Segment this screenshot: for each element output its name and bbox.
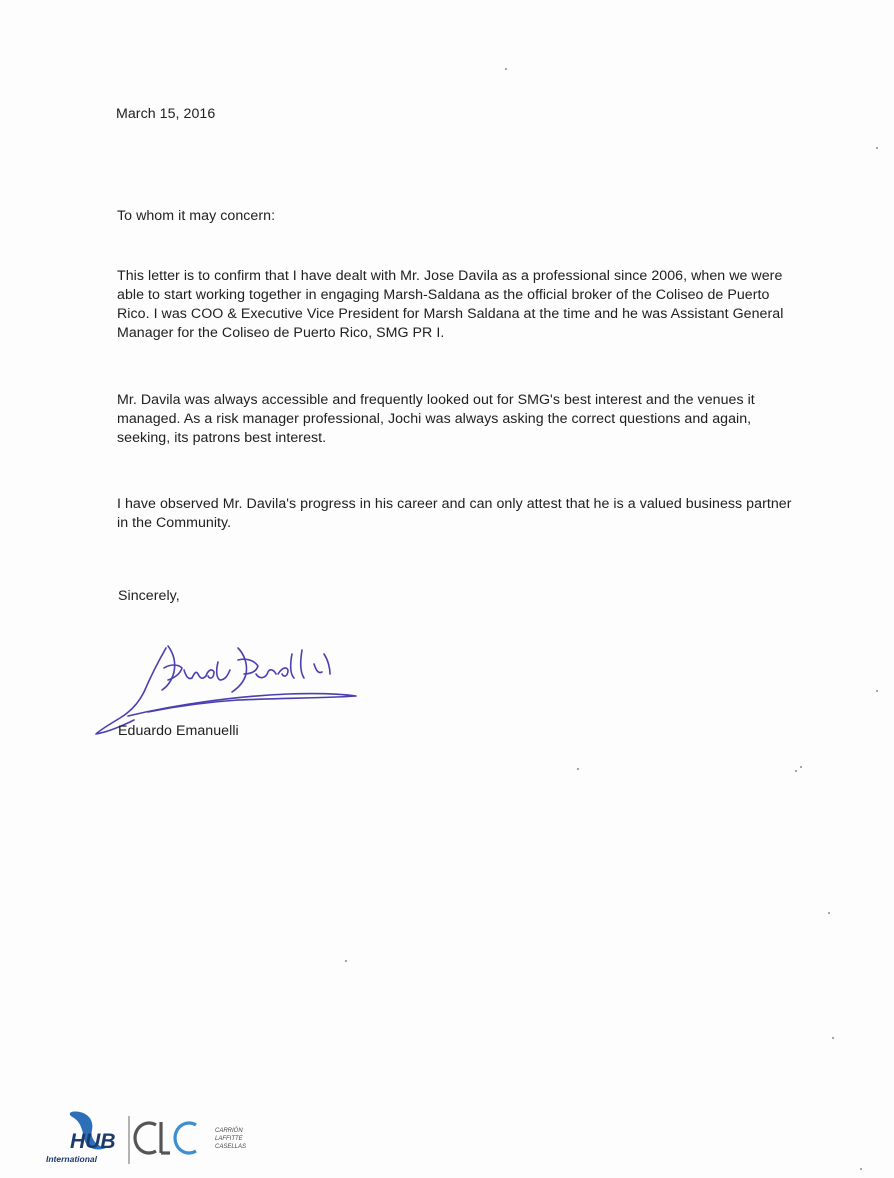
clc-name-line: CARRIÓN [215, 1128, 243, 1134]
scan-speck [800, 766, 802, 768]
paragraph-line: managed. As a risk manager professional, Jochi was always asking the correct questions and again, [117, 411, 752, 427]
paragraph-intro [117, 267, 847, 343]
scan-speck [795, 770, 797, 772]
salutation: To whom it may concern: [117, 208, 276, 224]
clc-c2-icon [175, 1123, 196, 1153]
paragraph-line: This letter is to confirm that I have dealt with Mr. Jose Davila as a professional since 2006, when we were [117, 268, 783, 284]
letter-date: March 15, 2016 [116, 106, 216, 122]
paragraph-line: Mr. Davila was always accessible and frequently looked out for SMG's best interest and the venues it [117, 392, 755, 408]
hub-logo-text: HUB [70, 1130, 116, 1153]
paragraph-line: I have observed Mr. Davila's progress in his career and can only attest that he is a valued business partner [117, 496, 792, 512]
paragraph-endorsement [117, 495, 857, 533]
paragraph-line: seeking, its patrons best interest. [117, 430, 327, 446]
scan-speck [577, 768, 579, 770]
scan-speck [828, 912, 830, 914]
paragraph-line: able to start working together in engaging Marsh-Saldana as the official broker of the Coliseo de Puerto [117, 287, 770, 303]
paragraph-line: in the Community. [117, 515, 232, 531]
signer-name: Eduardo Emanuelli [118, 723, 239, 739]
company-logos [44, 1108, 274, 1168]
paragraph-line: Manager for the Coliseo de Puerto Rico, SMG PR I. [117, 325, 445, 341]
paragraph-character [117, 391, 847, 448]
clc-c1-icon [135, 1123, 156, 1153]
clc-name-line: LAFFITTE [215, 1136, 243, 1142]
scan-speck [876, 690, 878, 692]
clc-name-line: CASELLAS [215, 1144, 247, 1150]
scan-speck [832, 1037, 834, 1039]
hub-logo-subtext: International [46, 1154, 98, 1164]
scan-speck [505, 68, 507, 70]
paragraph-line: Rico. I was COO & Executive Vice President for Marsh Saldana at the time and he was Assistant General [117, 306, 784, 322]
scan-speck [876, 147, 878, 149]
closing: Sincerely, [118, 588, 180, 604]
scan-speck [345, 960, 347, 962]
scan-speck [860, 1168, 862, 1170]
